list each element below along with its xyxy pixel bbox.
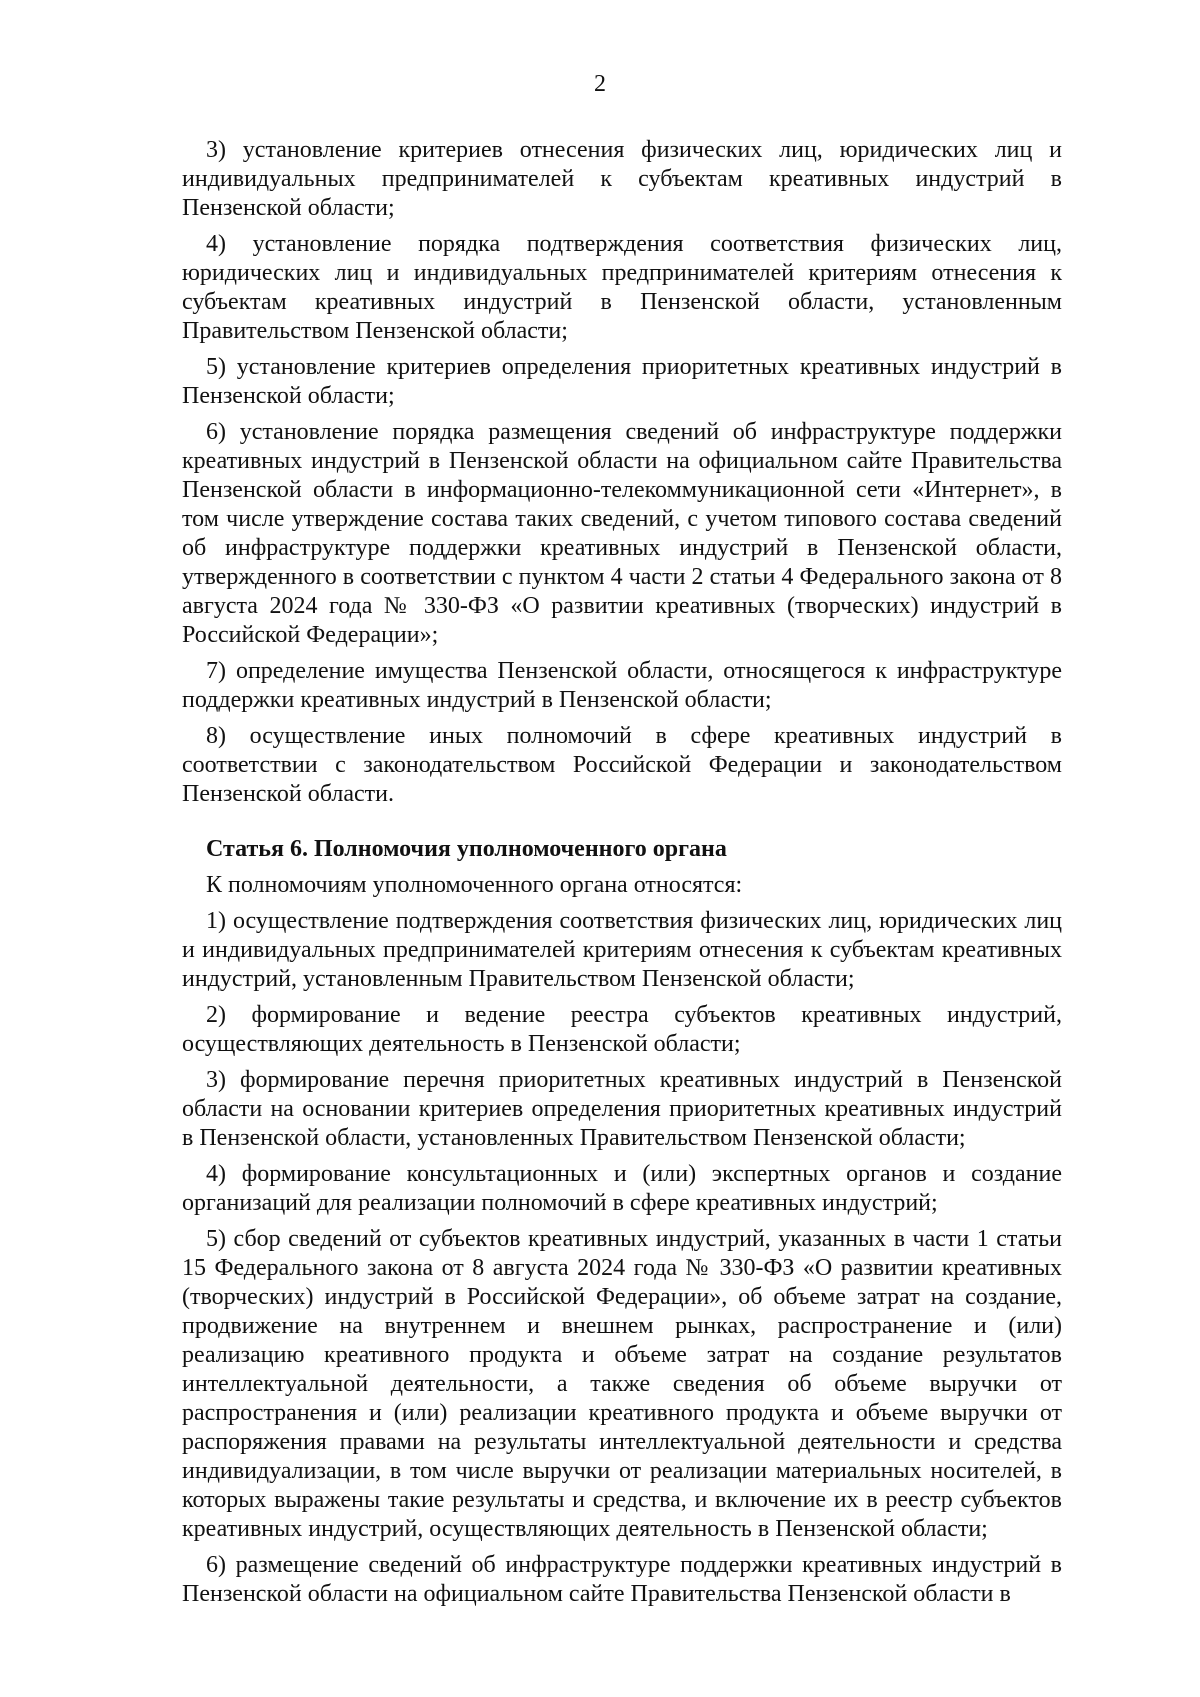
list-item: 4) формирование консультационных и (или) экспертных органов и создание организаций для реализации полномочий в сфере креативных индустрий; [182, 1161, 1062, 1216]
list-item: 1) осуществление подтверждения соответствия физических лиц, юридических лиц и индивидуальных предпринимателей критериям отнесения к субъектам креативных индустрий, установленным Правительством Пензенской области; [182, 908, 1062, 992]
list-item: 6) установление порядка размещения сведений об инфраструктуре поддержки креативных индустрий в Пензенской области на официальном сайте Правительства Пензенской области в информационно-телекоммуникационной сети «Интернет», в том числе утверждение состава таких сведений, с учетом типового состава сведений об инфраструктуре поддержки креативных индустрий в Пензенской области, утвержденного в соответствии с пунктом 4 части 2 статьи 4 Федерального закона от 8 августа 2024 года № 330-ФЗ «О развитии креативных (творческих) индустрий в Российской Федерации»; [182, 419, 1062, 648]
list-item: 4) установление порядка подтверждения соответствия физических лиц, юридических лиц и индивидуальных предпринимателей критериям отнесения к субъектам креативных индустрий в Пензенской области, установленным Правительством Пензенской области; [182, 231, 1062, 344]
article-heading: Статья 6. Полномочия уполномоченного органа [206, 836, 727, 862]
list-item: 7) определение имущества Пензенской области, относящегося к инфраструктуре поддержки креативных индустрий в Пензенской области; [182, 658, 1062, 713]
list-item: 8) осуществление иных полномочий в сфере креативных индустрий в соответствии с законодательством Российской Федерации и законодательством Пензенской области. [182, 723, 1062, 807]
page-number: 2 [594, 71, 606, 97]
list-item: 6) размещение сведений об инфраструктуре поддержки креативных индустрий в Пензенской области на официальном сайте Правительства Пензенской области в [182, 1552, 1062, 1607]
document-body [182, 136, 1062, 1616]
list-item: 2) формирование и ведение реестра субъектов креативных индустрий, осуществляющих деятельность в Пензенской области; [182, 1002, 1062, 1057]
list-item: 5) установление критериев определения приоритетных креативных индустрий в Пензенской области; [182, 354, 1062, 409]
list-item: 3) формирование перечня приоритетных креативных индустрий в Пензенской области на основании критериев определения приоритетных креативных индустрий в Пензенской области, установленных Правительством Пензенской области; [182, 1067, 1062, 1151]
article-intro: К полномочиям уполномоченного органа относятся: [206, 872, 743, 898]
list-item: 3) установление критериев отнесения физических лиц, юридических лиц и индивидуальных предпринимателей к субъектам креативных индустрий в Пензенской области; [182, 137, 1062, 221]
list-item: 5) сбор сведений от субъектов креативных индустрий, указанных в части 1 статьи 15 Федерального закона от 8 августа 2024 года № 330-ФЗ «О развитии креативных (творческих) индустрий в Российской Федерации», об объеме затрат на создание, продвижение на внутреннем и внешнем рынках, распространение и (или) реализацию креативного продукта и объеме затрат на создание результатов интеллектуальной деятельности, а также сведения об объеме выручки от распространения и (или) реализации креативного продукта и объеме выручки от распоряжения правами на результаты интеллектуальной деятельности и средства индивидуализации, в том числе выручки от реализации материальных носителей, в которых выражены такие результаты и средства, и включение их в реестр субъектов креативных индустрий, осуществляющих деятельность в Пензенской области; [182, 1226, 1062, 1542]
